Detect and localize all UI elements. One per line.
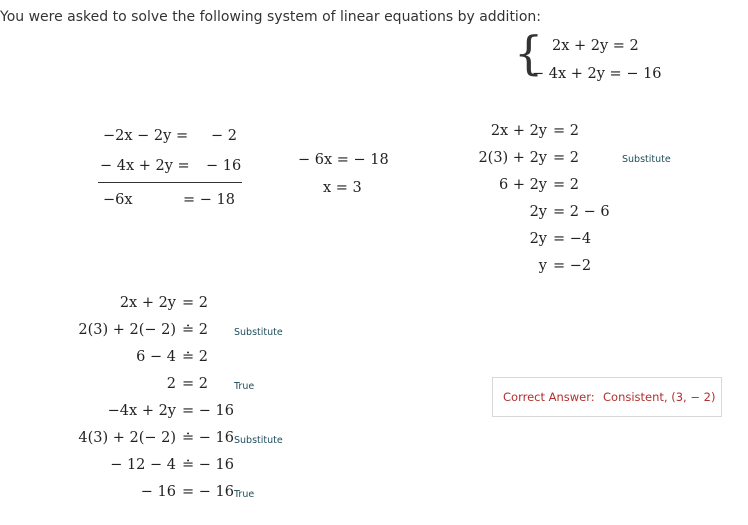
check-row-rhs: ≐ − 16 bbox=[182, 430, 234, 446]
check-row-lhs: 2 bbox=[166, 376, 176, 392]
check-row-note: True bbox=[234, 381, 255, 392]
solve-y-row-lhs: 2x + 2y bbox=[490, 123, 547, 139]
addition-row1-lhs: −2x − 2y = bbox=[103, 128, 189, 144]
check-row-rhs: = 2 bbox=[182, 295, 208, 311]
solve-x-row1: − 6x = − 18 bbox=[298, 152, 389, 168]
check-row-note: Substitute bbox=[234, 435, 283, 446]
solve-y-row-lhs: 2y bbox=[529, 231, 547, 247]
addition-sum-lhs: −6x bbox=[103, 192, 133, 208]
check-row-rhs: ≐ 2 bbox=[182, 322, 208, 338]
check-row-rhs: ≐ − 16 bbox=[182, 457, 234, 473]
check-row-note: True bbox=[234, 489, 255, 500]
solve-y-row-rhs: = 2 bbox=[553, 123, 579, 139]
addition-sum-line bbox=[98, 182, 242, 183]
check-row-rhs: ≐ 2 bbox=[182, 349, 208, 365]
check-row-rhs: = 2 bbox=[182, 376, 208, 392]
solve-y-row-rhs: = 2 − 6 bbox=[553, 204, 610, 220]
check-row-lhs: 6 − 4 bbox=[136, 349, 176, 365]
check-row-lhs: − 12 − 4 bbox=[110, 457, 176, 473]
check-row-lhs: 2x + 2y bbox=[119, 295, 176, 311]
solve-y-row-lhs: 2y bbox=[529, 204, 547, 220]
problem-prompt: You were asked to solve the following system of linear equations by addition: bbox=[0, 9, 541, 25]
correct-answer-box bbox=[492, 377, 722, 417]
solve-y-row-rhs: = 2 bbox=[553, 150, 579, 166]
addition-row2-rhs: − 16 bbox=[206, 158, 242, 174]
check-row-lhs: − 16 bbox=[140, 484, 176, 500]
correct-answer-value: Consistent, (3, − 2) bbox=[603, 390, 716, 404]
correct-answer-label: Correct Answer: bbox=[503, 390, 595, 404]
addition-row1-rhs: − 2 bbox=[211, 128, 237, 144]
check-row-rhs: = − 16 bbox=[182, 403, 234, 419]
system-brace: { bbox=[514, 26, 544, 80]
solve-y-row-lhs: y bbox=[538, 258, 547, 274]
check-row-lhs: 4(3) + 2(− 2) bbox=[78, 430, 176, 446]
check-row-lhs: 2(3) + 2(− 2) bbox=[78, 322, 176, 338]
addition-sum-rhs: = − 18 bbox=[183, 192, 235, 208]
check-row-lhs: −4x + 2y bbox=[107, 403, 176, 419]
solve-y-row-rhs: = 2 bbox=[553, 177, 579, 193]
solve-y-row-note: Substitute bbox=[622, 154, 671, 165]
check-row-rhs: = − 16 bbox=[182, 484, 234, 500]
check-row-note: Substitute bbox=[234, 327, 283, 338]
addition-row2-lhs: − 4x + 2y = bbox=[100, 158, 190, 174]
solve-y-row-rhs: = −4 bbox=[553, 231, 592, 247]
system-equation-2: − 4x + 2y = − 16 bbox=[532, 66, 662, 82]
solve-y-row-lhs: 6 + 2y bbox=[498, 177, 547, 193]
solve-y-row-lhs: 2(3) + 2y bbox=[478, 150, 547, 166]
solve-y-row-rhs: = −2 bbox=[553, 258, 592, 274]
system-equation-1: 2x + 2y = 2 bbox=[552, 38, 639, 54]
solve-x-row2: x = 3 bbox=[323, 180, 362, 196]
